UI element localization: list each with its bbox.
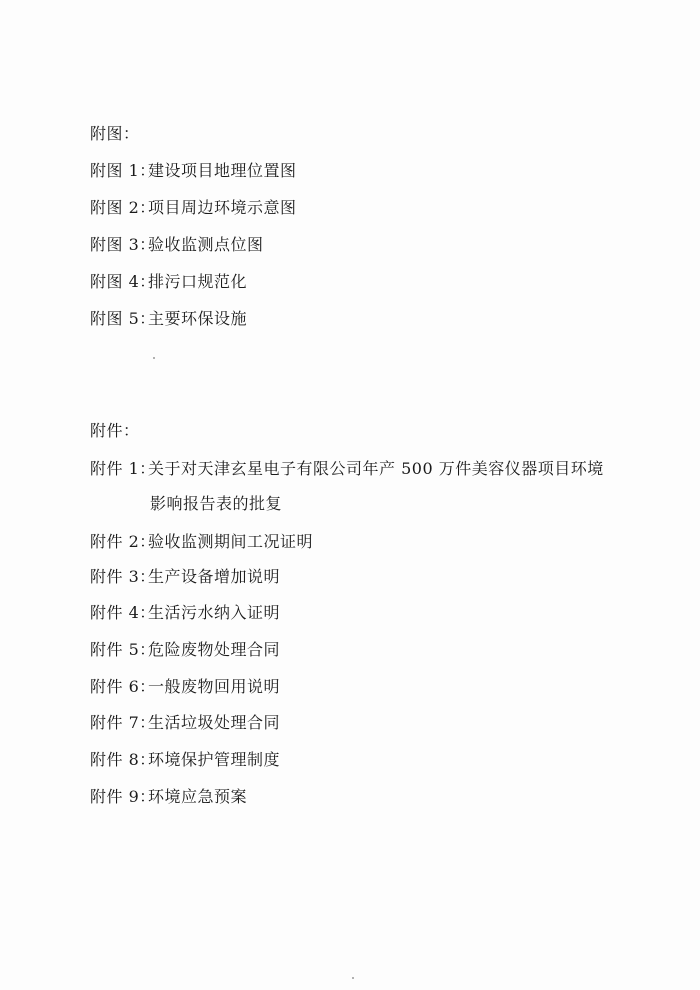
figure-item xyxy=(90,235,264,255)
figure-label: 附图 4： xyxy=(90,272,156,291)
attachment-label: 附件 5： xyxy=(90,640,156,659)
figure-label: 附图 1： xyxy=(90,161,156,180)
attachments-heading: 附件： xyxy=(90,421,140,440)
attachment-text: 验收监测期间工况证明 xyxy=(148,532,314,551)
figure-text: 排污口规范化 xyxy=(148,272,248,291)
attachment-text: 生产设备增加说明 xyxy=(148,567,281,586)
scan-speck xyxy=(153,357,155,359)
figure-item xyxy=(90,198,297,218)
attachment-text: 关于对天津玄星电子有限公司年产 500 万件美容仪器项目环境 xyxy=(148,459,604,478)
figure-label: 附图 3： xyxy=(90,235,156,254)
attachment-item xyxy=(90,750,280,770)
attachment-label: 附件 9： xyxy=(90,787,156,806)
attachment-item xyxy=(90,713,280,733)
figure-text: 主要环保设施 xyxy=(148,309,248,328)
attachment-text: 危险废物处理合同 xyxy=(148,640,281,659)
attachment-item xyxy=(90,532,313,552)
attachment-label: 附件 6： xyxy=(90,677,156,696)
attachment-text: 一般废物回用说明 xyxy=(148,677,281,696)
figure-label: 附图 2： xyxy=(90,198,156,217)
figure-text: 项目周边环境示意图 xyxy=(148,198,297,217)
attachment-item xyxy=(90,677,280,697)
attachment-text: 环境保护管理制度 xyxy=(148,750,281,769)
attachment-label: 附件 1： xyxy=(90,459,156,478)
attachment-label: 附件 3： xyxy=(90,567,156,586)
attachment-text: 环境应急预案 xyxy=(148,787,248,806)
figure-item xyxy=(90,309,247,329)
scan-speck xyxy=(352,977,354,979)
figure-item xyxy=(90,161,297,181)
attachment-item xyxy=(90,787,247,807)
figure-text: 建设项目地理位置图 xyxy=(148,161,297,180)
figure-item xyxy=(90,272,247,292)
attachment-item xyxy=(90,603,280,623)
attachment-label: 附件 4： xyxy=(90,603,156,622)
attachment-item xyxy=(90,567,280,587)
attachment-label: 附件 8： xyxy=(90,750,156,769)
attachment-label: 附件 7： xyxy=(90,713,156,732)
attachment-item xyxy=(90,459,604,479)
figures-heading: 附图： xyxy=(90,124,140,143)
attachment-continuation: 影响报告表的批复 xyxy=(150,494,283,513)
figure-text: 验收监测点位图 xyxy=(148,235,264,254)
attachment-item xyxy=(90,640,280,660)
attachment-text: 生活污水纳入证明 xyxy=(148,603,281,622)
attachment-text: 生活垃圾处理合同 xyxy=(148,713,281,732)
attachment-label: 附件 2： xyxy=(90,532,156,551)
figure-label: 附图 5： xyxy=(90,309,156,328)
